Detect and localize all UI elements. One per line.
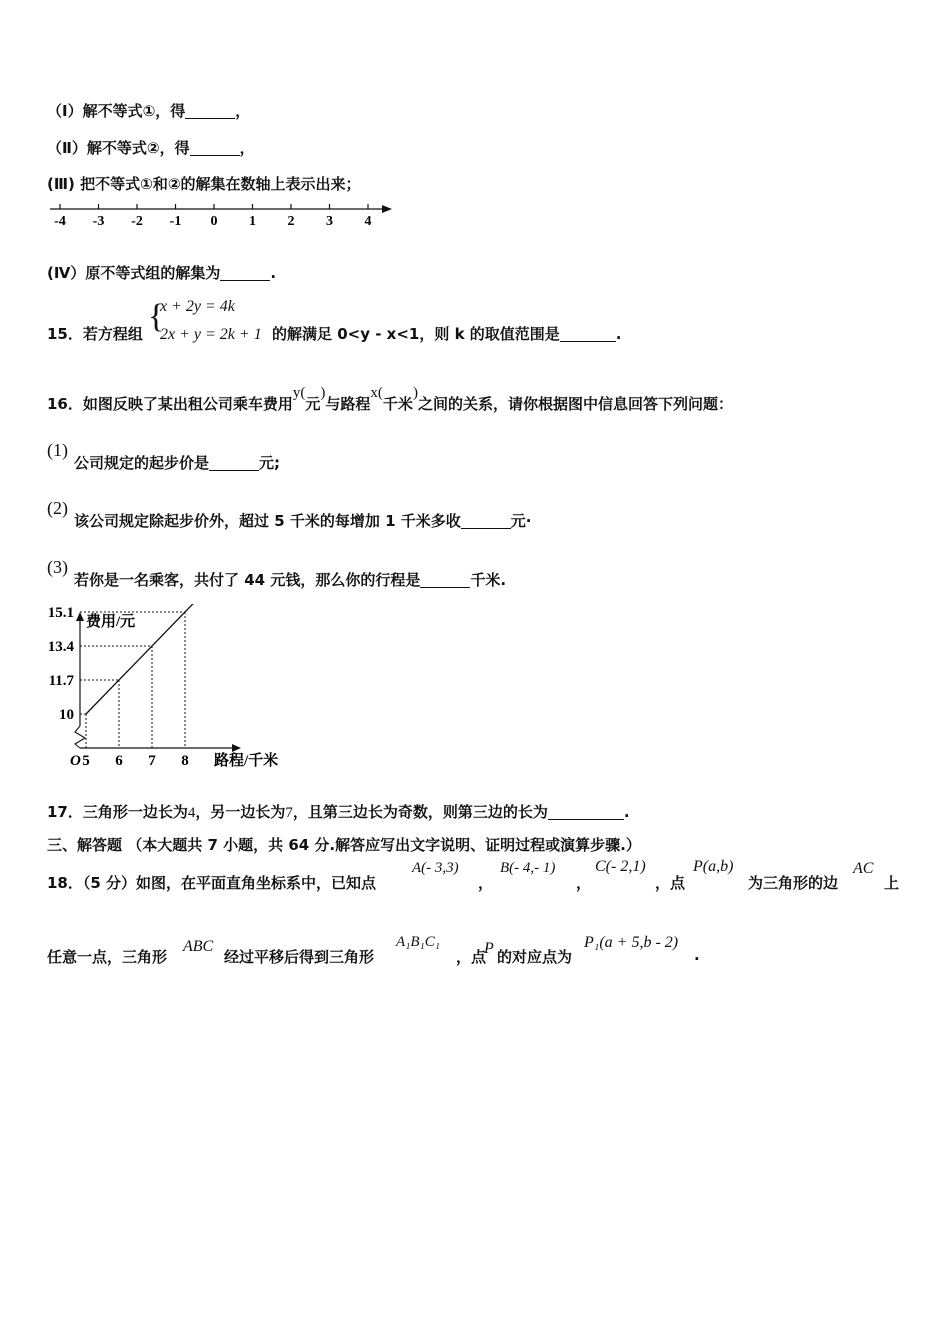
q16-2-text: 该公司规定除起步价外，超过 5 千米的每增加 1 千米多收 xyxy=(74,512,461,530)
q18-text: 经过平移后得到三角形 xyxy=(224,948,375,966)
y-axis-arrow xyxy=(76,612,84,621)
y-tick-label: 13.4 xyxy=(47,639,74,655)
q16-stem: 16．如图反映了某出租公司乘车费用y(元)与路程x(千米)之间的关系，请你根据图中信息回答下列问题： xyxy=(47,385,733,413)
triangle-a1b1c1: A₁B₁C₁ xyxy=(396,934,440,950)
fare-chart xyxy=(36,604,306,776)
punct: 千米. xyxy=(470,571,507,589)
point-p-label: P xyxy=(484,940,494,957)
x-tick-label: 6 xyxy=(115,753,123,769)
answer-blank[interactable] xyxy=(560,325,616,342)
number-line-tick-label: 0 xyxy=(210,214,218,229)
q16-2-tag: (2) xyxy=(47,498,68,518)
q18-text: 为三角形的边 xyxy=(748,874,839,892)
punct: ， xyxy=(576,874,592,892)
point-p: P(a,b) xyxy=(693,858,734,875)
q16-1-tag: (1) xyxy=(47,440,68,460)
q16-1-text: 公司规定的起步价是 xyxy=(74,454,210,472)
number-line-tick-label: 1 xyxy=(249,214,256,229)
q17-line xyxy=(47,801,630,822)
number-line-tick-label: -2 xyxy=(131,214,143,229)
x-tick-label: 7 xyxy=(148,753,156,769)
number-line-tick-label: -1 xyxy=(169,214,182,229)
punct: . xyxy=(694,946,700,964)
part4-line xyxy=(47,262,276,283)
y-tick-label: 11.7 xyxy=(48,673,74,689)
y-axis-label: 费用/元 xyxy=(86,614,136,630)
q18-text: 的对应点为 xyxy=(497,948,573,966)
punct: ， xyxy=(478,874,494,892)
q16-3-tag: (3) xyxy=(47,557,68,577)
answer-blank[interactable] xyxy=(190,139,240,156)
q16-text-mid: 与路程 xyxy=(325,395,371,413)
number-line xyxy=(40,198,400,232)
x-unit: 千米 xyxy=(382,395,413,413)
number-line-arrow xyxy=(382,205,392,213)
axis-break xyxy=(75,726,85,748)
q15-condition xyxy=(272,323,621,344)
part1-label: （Ⅰ）解不等式①，得 xyxy=(47,102,186,120)
y-tick-label: 15.1 xyxy=(47,605,74,621)
punct: ， xyxy=(239,139,255,157)
point-b: B(- 4,- 1) xyxy=(500,860,556,876)
number-line-tick-label: -4 xyxy=(54,214,66,229)
punct: ， xyxy=(235,102,251,120)
x-axis-label: 路程/千米 xyxy=(214,753,279,769)
side-a: 4 xyxy=(187,805,196,821)
q15-text: 的解满足 0<y - x<1，则 k 的取值范围是 xyxy=(272,325,560,343)
x-axis-arrow xyxy=(232,744,241,752)
answer-blank[interactable] xyxy=(220,264,270,281)
y-variable: y( xyxy=(292,385,306,401)
q16-3-text: 若你是一名乘客，共付了 44 元钱，那么你的行程是 xyxy=(74,571,421,589)
q18-text: 任意一点，三角形 xyxy=(47,948,168,966)
punct: . xyxy=(270,264,277,282)
q15-equation-2: 2x + y = 2k + 1 xyxy=(160,326,262,343)
answer-blank[interactable] xyxy=(420,571,470,588)
q16-1-line xyxy=(74,452,280,473)
point-p1: P₁(a + 5,b - 2) xyxy=(584,934,679,951)
side-b: 7 xyxy=(285,805,293,821)
punct: 元· xyxy=(510,512,532,530)
number-line-tick-label: -3 xyxy=(92,214,105,229)
answer-blank[interactable] xyxy=(548,803,624,820)
side-ac: AC xyxy=(853,860,874,877)
q18-text: ，点 xyxy=(456,948,487,966)
q16-text: 16．如图反映了某出租公司乘车费用 xyxy=(47,395,293,413)
q16-text-rest: 之间的关系，请你根据图中信息回答下列问题： xyxy=(417,395,733,413)
q17-text: ，另一边长为 xyxy=(195,803,286,821)
q18-text: ，点 xyxy=(655,874,686,892)
punct: . xyxy=(623,803,630,821)
y-unit: 元 xyxy=(305,395,321,413)
part2-label: （Ⅱ）解不等式②，得 xyxy=(47,139,190,157)
x-tick-label: 5 xyxy=(82,753,90,769)
q16-2-line xyxy=(74,510,531,531)
number-line-tick-label: 3 xyxy=(326,214,333,229)
punct: . xyxy=(615,325,622,343)
y-tick-label: 10 xyxy=(59,707,74,723)
q16-3-line xyxy=(74,569,506,590)
q15-number: 15．若方程组 xyxy=(47,325,143,343)
punct: 元; xyxy=(259,454,281,472)
answer-blank[interactable] xyxy=(461,512,511,529)
point-c: C(- 2,1) xyxy=(595,858,646,875)
number-line-tick-label: 4 xyxy=(364,214,372,229)
q17-text: ，且第三边长为奇数，则第三边的长为 xyxy=(292,803,548,821)
q15-equation-1: x + 2y = 4k xyxy=(160,298,235,315)
answer-blank[interactable] xyxy=(209,454,259,471)
origin-label: O xyxy=(70,753,81,769)
q18-text: 上 xyxy=(884,874,900,892)
system-brace: { xyxy=(148,298,165,335)
triangle-abc: ABC xyxy=(183,938,214,955)
part4-label: (Ⅳ）原不等式组的解集为 xyxy=(47,264,221,282)
number-line-tick-label: 2 xyxy=(287,214,295,229)
section3-heading: 三、解答题 （本大题共 7 小题，共 64 分.解答应写出文字说明、证明过程或演算步骤.） xyxy=(47,836,641,854)
part1-line xyxy=(47,100,250,121)
x-variable: x( xyxy=(370,385,383,401)
part3-line: (Ⅲ) 把不等式①和②的解集在数轴上表示出来； xyxy=(47,175,361,193)
q17-text: 17．三角形一边长为 xyxy=(47,803,188,821)
x-tick-label: 8 xyxy=(181,753,189,769)
q18-intro: 18．（5 分）如图，在平面直角坐标系中，已知点 xyxy=(47,874,377,892)
point-a: A(- 3,3) xyxy=(412,860,459,876)
part2-line xyxy=(47,137,255,158)
answer-blank[interactable] xyxy=(185,102,235,119)
